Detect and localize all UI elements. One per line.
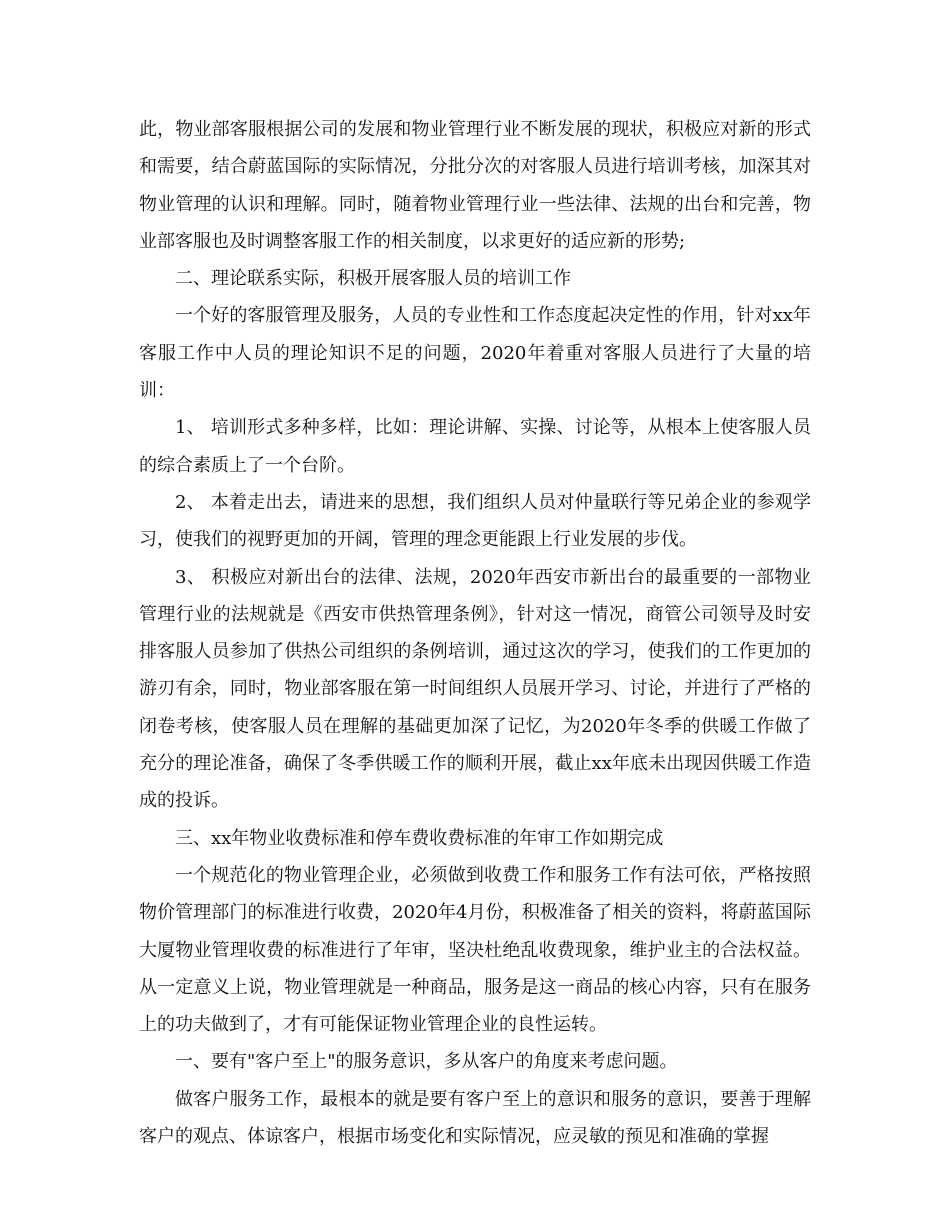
paragraph-continuation: 此，物业部客服根据公司的发展和物业管理行业不断发展的现状，积极应对新的形式和需要，结合蔚蓝国际的实际情况，分批分次的对客服人员进行培训考核，加深其对物业管理的认识和理解。同时，随着物业管理行业一些法律、法规的出台和完善，物业部客服也及时调整客服工作的相关制度，以求更好的适应新的形势; (139, 119, 811, 252)
list-item-2: 2、 本着走出去，请进来的思想，我们组织人员对仲量联行等兄弟企业的参观学习，使我们的视野更加的开阔，管理的理念更能跟上行业发展的步伐。 (139, 491, 811, 551)
list-item-3: 3、 积极应对新出台的法律、法规，2020年西安市新出台的最重要的一部物业管理行业的法规就是《西安市供热管理条例》，针对这一情况，商管公司领导及时安排客服人员参加了供热公司组织的条例培训，通过这次的学习，使我们的工作更加的游刃有余，同时，物业部客服在第一时间组织人员展开学习、讨论，并进行了严格的闭卷考核，使客服人员在理解的基础更加深了记忆，为2020年冬季的供暖工作做了充分的理论准备，确保了冬季供暖工作的顺利开展，截止xx年底未出现因供暖工作造成的投诉。 (139, 566, 811, 812)
paragraph-customer-service: 做客户服务工作，最根本的就是要有客户至上的意识和服务的意识，要善于理解客户的观点、体谅客户，根据市场变化和实际情况，应灵敏的预见和准确的掌握 (139, 1088, 811, 1148)
paragraph-fee-review: 一个规范化的物业管理企业，必须做到收费工作和服务工作有法可依，严格按照物价管理部门的标准进行收费，2020年4月份，积极准备了相关的资料，将蔚蓝国际大厦物业管理收费的标准进行了年审，坚决杜绝乱收费现象，维护业主的合法权益。从一定意义上说，物业管理就是一种商品，服务是这一商品的核心内容，只有在服务上的功夫做到了，才有可能保证物业管理企业的良性运转。 (139, 864, 811, 1036)
section-heading-3: 三、xx年物业收费标准和停车费收费标准的年审工作如期完成 (175, 827, 664, 849)
section-heading-customer-first: 一、要有"客户至上"的服务意识，多从客户的角度来考虑问题。 (175, 1051, 678, 1073)
paragraph-training-intro: 一个好的客服管理及服务，人员的专业性和工作态度起决定性的作用，针对xx年客服工作中人员的理论知识不足的问题，2020年着重对客服人员进行了大量的培训： (139, 305, 811, 402)
section-heading-2: 二、理论联系实际，积极开展客服人员的培训工作 (175, 268, 571, 290)
list-item-1: 1、 培训形式多种多样，比如：理论讲解、实操、讨论等，从根本上使客服人员的综合素质上了一个台阶。 (139, 417, 811, 476)
document-body (139, 111, 811, 1155)
